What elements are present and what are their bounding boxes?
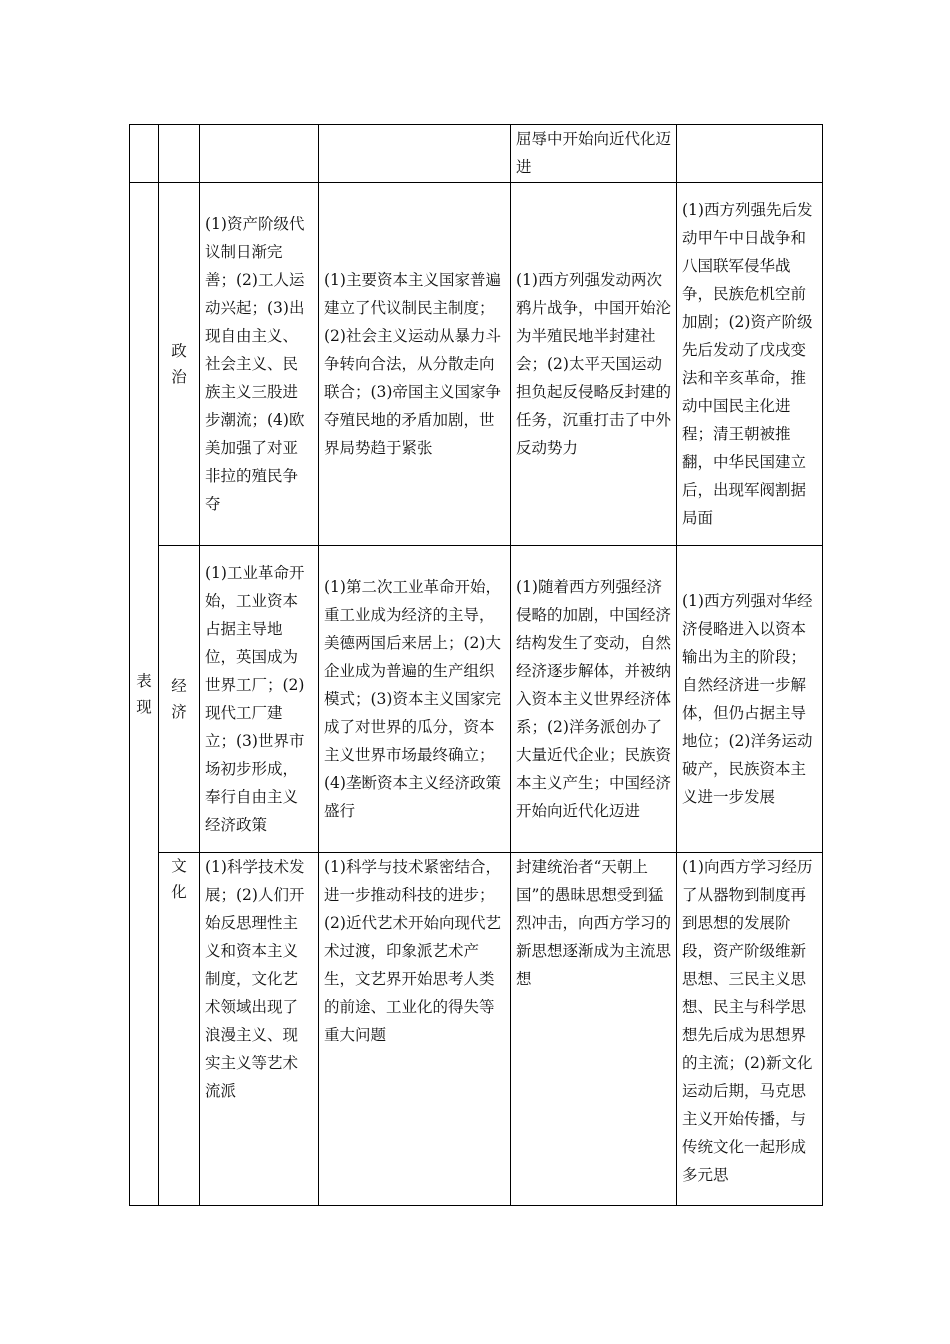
table-row-politics (130, 183, 823, 546)
table-row-economy (130, 546, 823, 853)
table-row-continued (130, 125, 823, 183)
cell-empty (200, 125, 319, 183)
cell-china-period-1: 屈辱中开始向近代化迈进 (511, 125, 677, 183)
cell-politics-world-2: (1)主要资本主义国家普遍建立了代议制民主制度；(2)社会主义运动从暴力斗争转向合法，从分散走向联合；(3)帝国主义国家争夺殖民地的矛盾加剧，世界局势趋于紧张 (319, 183, 511, 546)
cell-economy-world-2: (1)第二次工业革命开始，重工业成为经济的主导，美德两国后来居上；(2)大企业成为普遍的生产组织模式；(3)资本主义国家完成了对世界的瓜分，资本主义世界市场最终确立；(4)垄断资本主义经济政策盛行 (319, 546, 511, 853)
row-label-economy: 经济 (159, 546, 200, 853)
row-label-culture: 文化 (159, 853, 200, 1206)
cell-empty (319, 125, 511, 183)
cell-culture-world-2: (1)科学与技术紧密结合，进一步推动科技的进步；(2)近代艺术开始向现代艺术过渡，印象派艺术产生，文艺界开始思考人类的前途、工业化的得失等重大问题 (319, 853, 511, 1206)
cell-politics-china-2: (1)西方列强先后发动甲午中日战争和八国联军侵华战争，民族危机空前加剧；(2)资产阶级先后发动了戊戌变法和辛亥革命，推动中国民主化进程；清王朝被推翻，中华民国建立后，出现军阀割据局面 (677, 183, 823, 546)
cell-empty (159, 125, 200, 183)
comparison-table (129, 124, 823, 1206)
cell-politics-world-1: (1)资产阶级代议制日渐完善；(2)工人运动兴起；(3)出现自由主义、社会主义、民族主义三股进步潮流；(4)欧美加强了对亚非拉的殖民争夺 (200, 183, 319, 546)
cell-politics-china-1: (1)西方列强发动两次鸦片战争，中国开始沦为半殖民地半封建社会；(2)太平天国运动担负起反侵略反封建的任务，沉重打击了中外反动势力 (511, 183, 677, 546)
cell-economy-world-1: (1)工业革命开始，工业资本占据主导地位，英国成为世界工厂；(2)现代工厂建立；(3)世界市场初步形成，奉行自由主义经济政策 (200, 546, 319, 853)
cell-economy-china-2: (1)西方列强对华经济侵略进入以资本输出为主的阶段；自然经济进一步解体，但仍占据主导地位；(2)洋务运动破产，民族资本主义进一步发展 (677, 546, 823, 853)
row-label-politics: 政治 (159, 183, 200, 546)
cell-culture-world-1: (1)科学技术发展；(2)人们开始反思理性主义和资本主义制度，文化艺术领域出现了浪漫主义、现实主义等艺术流派 (200, 853, 319, 1206)
table-row-culture (130, 853, 823, 1206)
cell-empty (130, 125, 159, 183)
cell-economy-china-1: (1)随着西方列强经济侵略的加剧，中国经济结构发生了变动，自然经济逐步解体，并被纳入资本主义世界经济体系；(2)洋务派创办了大量近代企业；民族资本主义产生；中国经济开始向近代化迈进 (511, 546, 677, 853)
cell-culture-china-1: 封建统治者“天朝上国”的愚昧思想受到猛烈冲击，向西方学习的新思想逐渐成为主流思想 (511, 853, 677, 1206)
row-group-label: 表现 (130, 183, 159, 1206)
cell-culture-china-2: (1)向西方学习经历了从器物到制度再到思想的发展阶段，资产阶级维新思想、三民主义思想、民主与科学思想先后成为思想界的主流；(2)新文化运动后期，马克思主义开始传播，与传统文化一起形成多元思 (677, 853, 823, 1206)
cell-empty (677, 125, 823, 183)
